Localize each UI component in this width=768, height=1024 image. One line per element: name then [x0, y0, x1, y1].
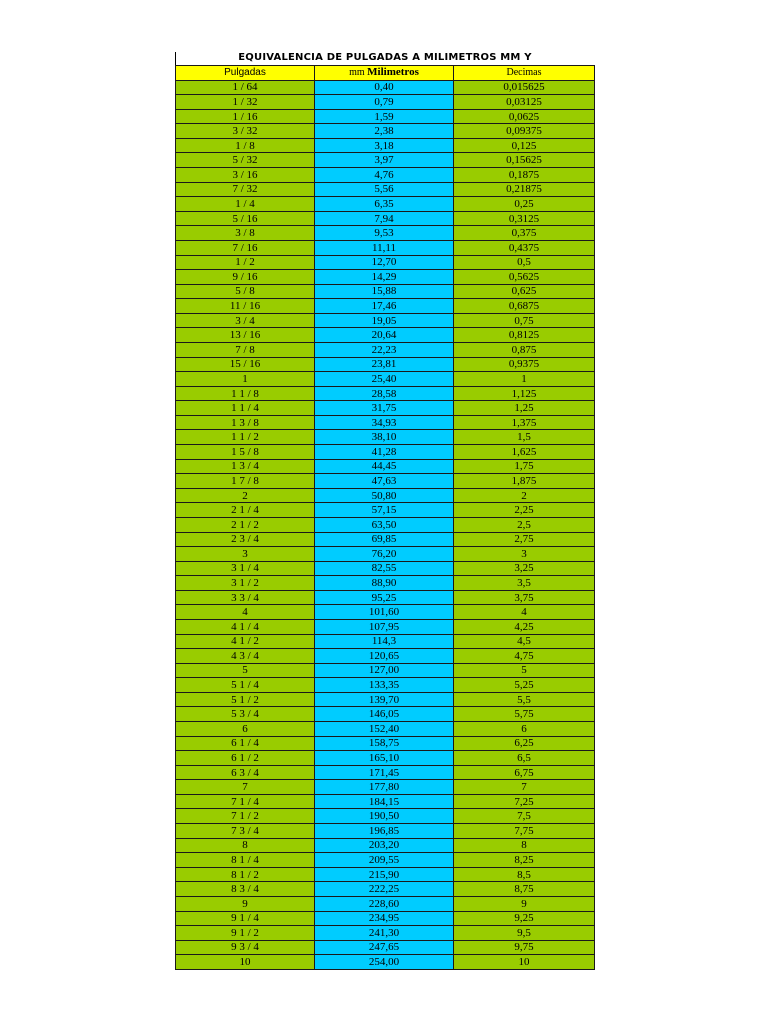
- cell-milimetros: 22,23: [315, 342, 454, 357]
- cell-pulgadas: 1 5 / 8: [176, 445, 315, 460]
- table-row: [176, 211, 595, 226]
- table-row: [176, 605, 595, 620]
- cell-milimetros: 3,97: [315, 153, 454, 168]
- table-row: [176, 561, 595, 576]
- table-row: [176, 328, 595, 343]
- cell-decimas: 1,625: [454, 445, 595, 460]
- cell-milimetros: 82,55: [315, 561, 454, 576]
- cell-pulgadas: 3 1 / 2: [176, 576, 315, 591]
- table-row: [176, 415, 595, 430]
- cell-decimas: 7,75: [454, 824, 595, 839]
- cell-decimas: 0,015625: [454, 80, 595, 95]
- cell-milimetros: 114,3: [315, 634, 454, 649]
- cell-pulgadas: 1 / 2: [176, 255, 315, 270]
- cell-milimetros: 47,63: [315, 474, 454, 489]
- table-row: [176, 663, 595, 678]
- cell-decimas: 0,9375: [454, 357, 595, 372]
- cell-pulgadas: 6: [176, 722, 315, 737]
- table-row: [176, 722, 595, 737]
- cell-pulgadas: 2 3 / 4: [176, 532, 315, 547]
- cell-decimas: 9,5: [454, 926, 595, 941]
- cell-milimetros: 222,25: [315, 882, 454, 897]
- table-row: [176, 590, 595, 605]
- cell-milimetros: 95,25: [315, 590, 454, 605]
- cell-pulgadas: 4: [176, 605, 315, 620]
- cell-pulgadas: 9 3 / 4: [176, 940, 315, 955]
- cell-milimetros: 165,10: [315, 751, 454, 766]
- cell-decimas: 0,15625: [454, 153, 595, 168]
- cell-milimetros: 209,55: [315, 853, 454, 868]
- table-row: [176, 926, 595, 941]
- cell-decimas: 9,25: [454, 911, 595, 926]
- cell-pulgadas: 7 1 / 2: [176, 809, 315, 824]
- cell-pulgadas: 6 1 / 4: [176, 736, 315, 751]
- table-row: [176, 153, 595, 168]
- cell-decimas: 0,1875: [454, 168, 595, 183]
- cell-decimas: 4,75: [454, 649, 595, 664]
- cell-pulgadas: 1 3 / 4: [176, 459, 315, 474]
- cell-decimas: 2,5: [454, 517, 595, 532]
- cell-decimas: 0,0625: [454, 109, 595, 124]
- cell-milimetros: 14,29: [315, 270, 454, 285]
- table-row: [176, 168, 595, 183]
- cell-pulgadas: 3 / 32: [176, 124, 315, 139]
- cell-milimetros: 23,81: [315, 357, 454, 372]
- header-pulgadas: Pulgadas: [176, 66, 315, 81]
- cell-decimas: 10: [454, 955, 595, 970]
- cell-decimas: 4,5: [454, 634, 595, 649]
- cell-milimetros: 133,35: [315, 678, 454, 693]
- cell-pulgadas: 11 / 16: [176, 299, 315, 314]
- table-row: [176, 619, 595, 634]
- header-decimas: Decimas: [454, 66, 595, 81]
- cell-pulgadas: 15 / 16: [176, 357, 315, 372]
- cell-pulgadas: 3 / 8: [176, 226, 315, 241]
- table-row: [176, 226, 595, 241]
- cell-decimas: 2,25: [454, 503, 595, 518]
- cell-pulgadas: 7: [176, 780, 315, 795]
- cell-pulgadas: 2: [176, 488, 315, 503]
- cell-pulgadas: 8 1 / 4: [176, 853, 315, 868]
- cell-milimetros: 25,40: [315, 372, 454, 387]
- cell-milimetros: 120,65: [315, 649, 454, 664]
- table-row: [176, 838, 595, 853]
- cell-pulgadas: 10: [176, 955, 315, 970]
- cell-milimetros: 2,38: [315, 124, 454, 139]
- cell-decimas: 0,09375: [454, 124, 595, 139]
- cell-pulgadas: 3 / 4: [176, 313, 315, 328]
- cell-milimetros: 196,85: [315, 824, 454, 839]
- cell-milimetros: 12,70: [315, 255, 454, 270]
- header-mm-prefix: mm: [349, 67, 365, 79]
- table-row: [176, 547, 595, 562]
- table-row: [176, 765, 595, 780]
- cell-milimetros: 41,28: [315, 445, 454, 460]
- cell-milimetros: 234,95: [315, 911, 454, 926]
- cell-pulgadas: 9: [176, 896, 315, 911]
- cell-decimas: 6: [454, 722, 595, 737]
- table-row: [176, 780, 595, 795]
- cell-decimas: 7,5: [454, 809, 595, 824]
- cell-pulgadas: 9 1 / 2: [176, 926, 315, 941]
- table-row: [176, 284, 595, 299]
- cell-pulgadas: 13 / 16: [176, 328, 315, 343]
- cell-pulgadas: 5: [176, 663, 315, 678]
- header-milimetros: [315, 66, 454, 81]
- table-row: [176, 445, 595, 460]
- table-row: [176, 576, 595, 591]
- table-row: [176, 911, 595, 926]
- cell-pulgadas: 1 1 / 8: [176, 386, 315, 401]
- cell-milimetros: 20,64: [315, 328, 454, 343]
- table-row: [176, 809, 595, 824]
- cell-pulgadas: 1 / 64: [176, 80, 315, 95]
- table-row: [176, 882, 595, 897]
- cell-milimetros: 6,35: [315, 197, 454, 212]
- cell-pulgadas: 4 1 / 4: [176, 619, 315, 634]
- table-row: [176, 517, 595, 532]
- table-row: [176, 751, 595, 766]
- cell-decimas: 0,75: [454, 313, 595, 328]
- cell-decimas: 8: [454, 838, 595, 853]
- cell-decimas: 9: [454, 896, 595, 911]
- cell-decimas: 2,75: [454, 532, 595, 547]
- cell-decimas: 2: [454, 488, 595, 503]
- cell-milimetros: 146,05: [315, 707, 454, 722]
- cell-pulgadas: 1 7 / 8: [176, 474, 315, 489]
- cell-pulgadas: 4 1 / 2: [176, 634, 315, 649]
- cell-decimas: 0,03125: [454, 95, 595, 110]
- cell-pulgadas: 2 1 / 4: [176, 503, 315, 518]
- table-row: [176, 95, 595, 110]
- cell-milimetros: 107,95: [315, 619, 454, 634]
- cell-pulgadas: 8: [176, 838, 315, 853]
- cell-milimetros: 0,40: [315, 80, 454, 95]
- cell-pulgadas: 1 / 32: [176, 95, 315, 110]
- table-header-row: [176, 66, 595, 81]
- cell-milimetros: 17,46: [315, 299, 454, 314]
- table-row: [176, 649, 595, 664]
- table-row: [176, 401, 595, 416]
- cell-pulgadas: 5 / 8: [176, 284, 315, 299]
- cell-milimetros: 215,90: [315, 867, 454, 882]
- cell-pulgadas: 9 / 16: [176, 270, 315, 285]
- cell-milimetros: 76,20: [315, 547, 454, 562]
- table-row: [176, 955, 595, 970]
- cell-decimas: 0,6875: [454, 299, 595, 314]
- cell-pulgadas: 7 / 32: [176, 182, 315, 197]
- cell-decimas: 5,75: [454, 707, 595, 722]
- cell-pulgadas: 4 3 / 4: [176, 649, 315, 664]
- cell-milimetros: 4,76: [315, 168, 454, 183]
- cell-pulgadas: 5 1 / 4: [176, 678, 315, 693]
- cell-pulgadas: 9 1 / 4: [176, 911, 315, 926]
- table-row: [176, 940, 595, 955]
- cell-milimetros: 38,10: [315, 430, 454, 445]
- cell-milimetros: 88,90: [315, 576, 454, 591]
- cell-decimas: 0,875: [454, 342, 595, 357]
- cell-pulgadas: 7 1 / 4: [176, 794, 315, 809]
- cell-pulgadas: 1 / 8: [176, 138, 315, 153]
- cell-decimas: 1,125: [454, 386, 595, 401]
- cell-decimas: 4,25: [454, 619, 595, 634]
- table-row: [176, 634, 595, 649]
- cell-pulgadas: 3 1 / 4: [176, 561, 315, 576]
- cell-decimas: 8,25: [454, 853, 595, 868]
- cell-pulgadas: 1 / 4: [176, 197, 315, 212]
- cell-decimas: 0,625: [454, 284, 595, 299]
- table-row: [176, 270, 595, 285]
- cell-pulgadas: 1 1 / 4: [176, 401, 315, 416]
- cell-milimetros: 190,50: [315, 809, 454, 824]
- cell-milimetros: 69,85: [315, 532, 454, 547]
- cell-decimas: 0,5625: [454, 270, 595, 285]
- cell-pulgadas: 2 1 / 2: [176, 517, 315, 532]
- cell-milimetros: 11,11: [315, 240, 454, 255]
- table-row: [176, 824, 595, 839]
- table-row: [176, 80, 595, 95]
- cell-decimas: 7,25: [454, 794, 595, 809]
- table-row: [176, 474, 595, 489]
- equivalence-table: [175, 65, 595, 970]
- table-row: [176, 678, 595, 693]
- cell-milimetros: 19,05: [315, 313, 454, 328]
- cell-pulgadas: 7 / 16: [176, 240, 315, 255]
- cell-pulgadas: 1: [176, 372, 315, 387]
- cell-pulgadas: 8 3 / 4: [176, 882, 315, 897]
- cell-decimas: 5: [454, 663, 595, 678]
- cell-decimas: 6,5: [454, 751, 595, 766]
- cell-decimas: 6,25: [454, 736, 595, 751]
- cell-pulgadas: 3: [176, 547, 315, 562]
- table-row: [176, 372, 595, 387]
- cell-pulgadas: 5 1 / 2: [176, 692, 315, 707]
- cell-milimetros: 158,75: [315, 736, 454, 751]
- cell-decimas: 8,5: [454, 867, 595, 882]
- cell-decimas: 6,75: [454, 765, 595, 780]
- table-row: [176, 692, 595, 707]
- cell-milimetros: 177,80: [315, 780, 454, 795]
- cell-pulgadas: 6 1 / 2: [176, 751, 315, 766]
- cell-decimas: 1,5: [454, 430, 595, 445]
- cell-decimas: 1,875: [454, 474, 595, 489]
- table-row: [176, 430, 595, 445]
- table-row: [176, 299, 595, 314]
- cell-decimas: 0,8125: [454, 328, 595, 343]
- cell-milimetros: 228,60: [315, 896, 454, 911]
- table-row: [176, 867, 595, 882]
- cell-milimetros: 57,15: [315, 503, 454, 518]
- table-row: [176, 853, 595, 868]
- cell-decimas: 0,3125: [454, 211, 595, 226]
- cell-milimetros: 63,50: [315, 517, 454, 532]
- table-row: [176, 488, 595, 503]
- cell-pulgadas: 8 1 / 2: [176, 867, 315, 882]
- table-row: [176, 357, 595, 372]
- cell-milimetros: 171,45: [315, 765, 454, 780]
- table-row: [176, 532, 595, 547]
- cell-milimetros: 241,30: [315, 926, 454, 941]
- cell-decimas: 5,25: [454, 678, 595, 693]
- cell-milimetros: 31,75: [315, 401, 454, 416]
- cell-decimas: 0,25: [454, 197, 595, 212]
- cell-pulgadas: 7 / 8: [176, 342, 315, 357]
- cell-pulgadas: 5 / 16: [176, 211, 315, 226]
- table-row: [176, 182, 595, 197]
- cell-milimetros: 254,00: [315, 955, 454, 970]
- cell-decimas: 3,25: [454, 561, 595, 576]
- cell-milimetros: 44,45: [315, 459, 454, 474]
- cell-milimetros: 1,59: [315, 109, 454, 124]
- cell-milimetros: 184,15: [315, 794, 454, 809]
- table-row: [176, 503, 595, 518]
- cell-pulgadas: 1 1 / 2: [176, 430, 315, 445]
- cell-milimetros: 28,58: [315, 386, 454, 401]
- table-row: [176, 896, 595, 911]
- cell-pulgadas: 6 3 / 4: [176, 765, 315, 780]
- cell-decimas: 4: [454, 605, 595, 620]
- cell-milimetros: 0,79: [315, 95, 454, 110]
- cell-milimetros: 34,93: [315, 415, 454, 430]
- cell-pulgadas: 3 3 / 4: [176, 590, 315, 605]
- cell-pulgadas: 5 3 / 4: [176, 707, 315, 722]
- table-row: [176, 707, 595, 722]
- table-row: [176, 240, 595, 255]
- cell-decimas: 0,375: [454, 226, 595, 241]
- cell-pulgadas: 5 / 32: [176, 153, 315, 168]
- table-row: [176, 794, 595, 809]
- cell-decimas: 0,21875: [454, 182, 595, 197]
- cell-decimas: 9,75: [454, 940, 595, 955]
- cell-decimas: 1: [454, 372, 595, 387]
- table-row: [176, 124, 595, 139]
- table-row: [176, 313, 595, 328]
- cell-decimas: 0,5: [454, 255, 595, 270]
- header-mm-label: Milimetros: [367, 66, 419, 79]
- cell-milimetros: 5,56: [315, 182, 454, 197]
- cell-decimas: 8,75: [454, 882, 595, 897]
- cell-decimas: 0,125: [454, 138, 595, 153]
- page-title: EQUIVALENCIA DE PULGADAS A MILIMETROS MM Y: [238, 52, 532, 63]
- cell-decimas: 1,75: [454, 459, 595, 474]
- cell-decimas: 1,25: [454, 401, 595, 416]
- table-body: [176, 66, 595, 970]
- cell-pulgadas: 1 3 / 8: [176, 415, 315, 430]
- cell-milimetros: 9,53: [315, 226, 454, 241]
- cell-decimas: 3,75: [454, 590, 595, 605]
- table-row: [176, 138, 595, 153]
- cell-milimetros: 139,70: [315, 692, 454, 707]
- cell-decimas: 1,375: [454, 415, 595, 430]
- cell-milimetros: 3,18: [315, 138, 454, 153]
- cell-decimas: 7: [454, 780, 595, 795]
- cell-milimetros: 203,20: [315, 838, 454, 853]
- table-row: [176, 342, 595, 357]
- table-row: [176, 386, 595, 401]
- cell-decimas: 5,5: [454, 692, 595, 707]
- cell-decimas: 3,5: [454, 576, 595, 591]
- cell-milimetros: 101,60: [315, 605, 454, 620]
- cell-decimas: 0,4375: [454, 240, 595, 255]
- cell-pulgadas: 3 / 16: [176, 168, 315, 183]
- cell-milimetros: 152,40: [315, 722, 454, 737]
- cell-pulgadas: 1 / 16: [176, 109, 315, 124]
- cell-milimetros: 15,88: [315, 284, 454, 299]
- cell-milimetros: 247,65: [315, 940, 454, 955]
- table-row: [176, 459, 595, 474]
- cell-decimas: 3: [454, 547, 595, 562]
- cell-milimetros: 7,94: [315, 211, 454, 226]
- cell-milimetros: 127,00: [315, 663, 454, 678]
- table-row: [176, 736, 595, 751]
- cell-milimetros: 50,80: [315, 488, 454, 503]
- table-row: [176, 255, 595, 270]
- table-row: [176, 197, 595, 212]
- table-row: [176, 109, 595, 124]
- cell-pulgadas: 7 3 / 4: [176, 824, 315, 839]
